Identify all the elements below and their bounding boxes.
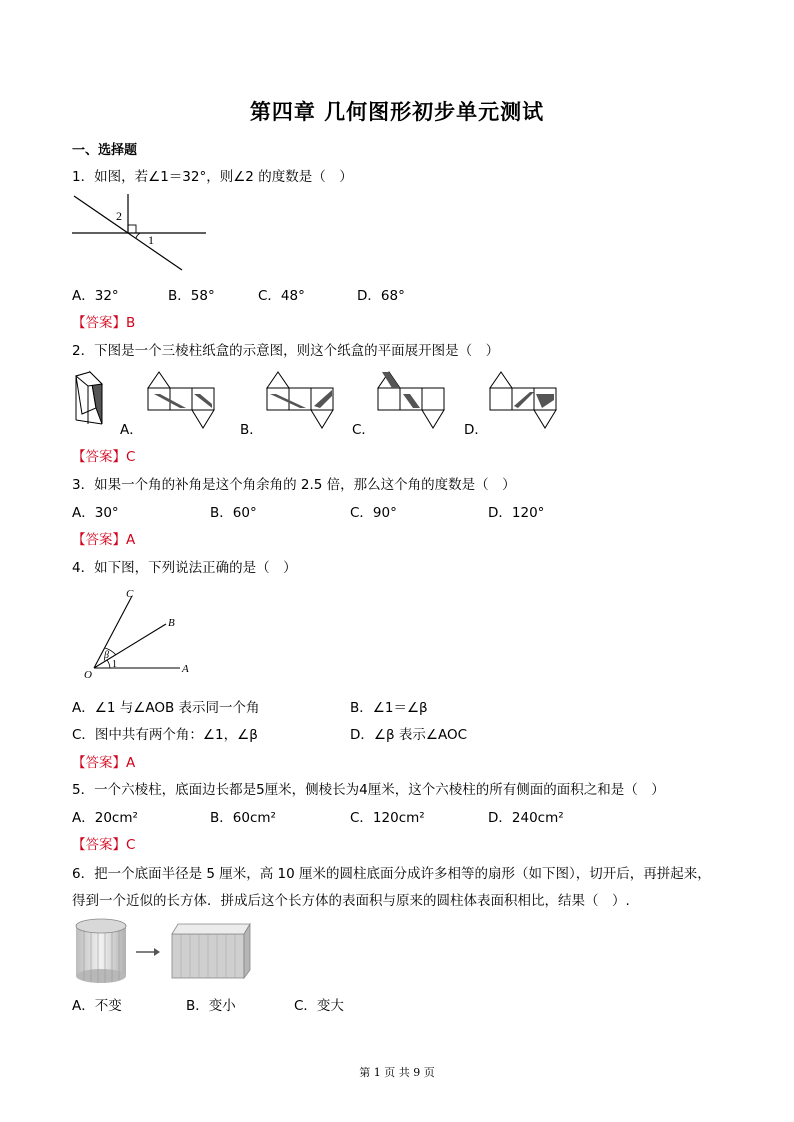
- q4-label-b: B: [168, 617, 175, 629]
- q6-option-a: A．不变: [72, 998, 122, 1014]
- q2-net-d: [490, 372, 556, 428]
- q2-answer: 【答案】C: [72, 449, 136, 465]
- section-heading: 一、选择题: [72, 143, 138, 158]
- q5-option-d: D．240cm²: [488, 810, 564, 826]
- q6-stem-line1: 6．把一个底面半径是 5 厘米，高 10 厘米的圆柱底面分成许多相等的扇形（如下图），切开后，再拼起来，: [72, 866, 711, 882]
- q2-net-a: [148, 372, 214, 428]
- q3-option-c: C．90°: [350, 505, 397, 521]
- q4-option-c: C．图中共有两个角：∠1，∠β: [72, 727, 258, 743]
- q4-option-a: A．∠1 与∠AOB 表示同一个角: [72, 700, 260, 716]
- q1-option-a: A．32°: [72, 288, 119, 304]
- q3-option-a: A．30°: [72, 505, 119, 521]
- q3-option-b: B．60°: [210, 505, 257, 521]
- q1-option-d: D．68°: [357, 288, 405, 304]
- q2-net-c: [378, 372, 444, 428]
- q1-option-c: C．48°: [258, 288, 305, 304]
- q2-option-d: D．: [464, 422, 488, 438]
- q6-cuboid: [172, 924, 250, 978]
- q2-option-c: C．: [352, 422, 375, 438]
- q1-angle-figure: [70, 190, 210, 274]
- q2-prism: [76, 372, 102, 424]
- q3-answer: 【答案】A: [72, 532, 136, 548]
- q4-angle-figure: [80, 584, 200, 684]
- q3-stem: 3．如果一个角的补角是这个角余角的 2.5 倍，那么这个角的度数是（ ）: [72, 477, 516, 493]
- q6-cylinder: [76, 919, 126, 983]
- q5-answer: 【答案】C: [72, 837, 136, 853]
- q6-cylinder-figure: [72, 914, 262, 986]
- q4-option-d: D．∠β 表示∠AOC: [350, 727, 468, 743]
- q4-stem: 4．如下图，下列说法正确的是（ ）: [72, 560, 297, 576]
- q4-answer: 【答案】A: [72, 755, 136, 771]
- q5-option-c: C．120cm²: [350, 810, 425, 826]
- q6-stem-line2: 得到一个近似的长方体．拼成后这个长方体的表面积与原来的圆柱体表面积相比，结果（ ）.: [72, 893, 630, 909]
- q1-answer: 【答案】B: [72, 315, 136, 331]
- q4-label-beta: β: [104, 650, 109, 661]
- q5-option-b: B．60cm²: [210, 810, 276, 826]
- q2-figures: [70, 368, 570, 434]
- q4-label-1: 1: [112, 659, 117, 670]
- q6-option-c: C．变大: [294, 998, 344, 1014]
- q4-option-b: B．∠1＝∠β: [350, 700, 428, 716]
- q1-label-angle2: 2: [116, 209, 122, 223]
- page-footer: 第 1 页 共 9 页: [359, 1066, 435, 1079]
- q5-stem: 5．一个六棱柱，底面边长都是5厘米，侧棱长为4厘米，这个六棱柱的所有侧面的面积之和是（ ）: [72, 782, 665, 798]
- q4-label-c: C: [126, 588, 134, 600]
- q2-option-a: A．: [120, 422, 143, 438]
- q4-label-a: A: [182, 663, 189, 675]
- q6-arrow-icon: [136, 948, 160, 956]
- q2-option-b: B．: [240, 422, 263, 438]
- q1-label-angle1: 1: [148, 233, 154, 247]
- q1-stem: 1．如图，若∠1＝32°，则∠2 的度数是（ ）: [72, 169, 353, 185]
- q2-net-b: [267, 372, 333, 428]
- q6-option-b: B．变小: [186, 998, 236, 1014]
- q4-label-o: O: [84, 669, 92, 681]
- q3-option-d: D．120°: [488, 505, 545, 521]
- q5-option-a: A．20cm²: [72, 810, 138, 826]
- q1-option-b: B．58°: [168, 288, 215, 304]
- page-title: 第四章 几何图形初步单元测试: [249, 100, 545, 124]
- q2-stem: 2．下图是一个三棱柱纸盒的示意图，则这个纸盒的平面展开图是（ ）: [72, 343, 500, 359]
